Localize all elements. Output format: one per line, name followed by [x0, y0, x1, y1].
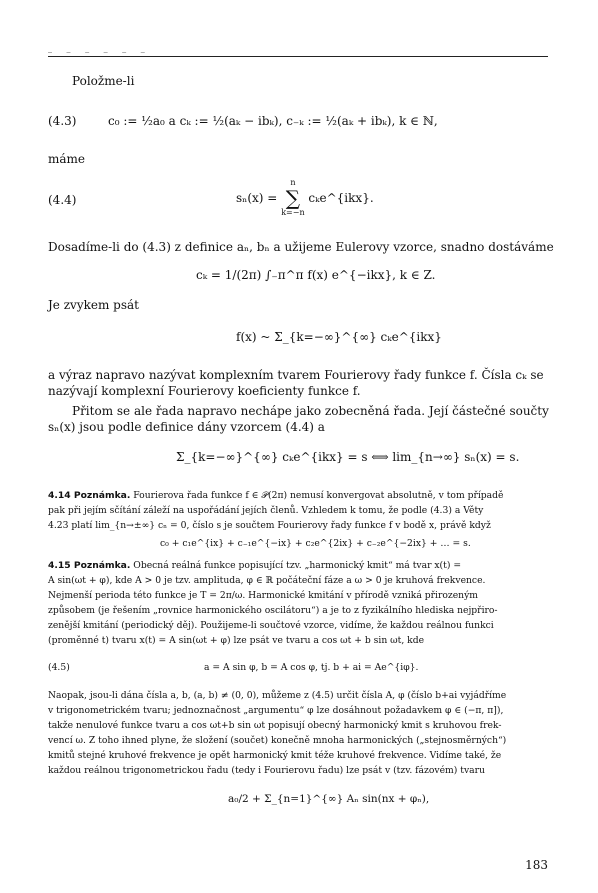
remark-4-14 — [48, 488, 503, 503]
para-dosadime: Dosadíme-li do (4.3) z definice aₙ, bₙ a užijeme Eulerovy vzorce, snadno dostáváme — [48, 240, 554, 254]
remark-4-14-line: Fourierova řada funkce f ∈ 𝒫(2π) nemusí konvergovat absolutně, v tom případě — [133, 490, 504, 501]
remark-4-15-head: 4.15 Poznámka. — [48, 560, 131, 571]
para-pritom-2: sₙ(x) jsou podle definice dány vzorcem (4.4) a — [48, 420, 325, 434]
eq-lim: Σ_{k=−∞}^{∞} cₖe^{ikx} = s ⟺ lim_{n→∞} sₙ(x) = s. — [176, 450, 520, 464]
remark-4-15-line: způsobem (je řešením „rovnice harmonického oscilátoru“) a je to z fyzikálního hlediska nejpřiro- — [48, 605, 498, 616]
eq-4-4-sum — [281, 178, 304, 218]
sigma-icon: ∑ — [285, 186, 301, 210]
header-rule — [48, 56, 548, 57]
para-vyraz-2: nazývají komplexní Fourierovy koeficienty funkce f. — [48, 384, 361, 398]
remark-4-15-line: Naopak, jsou-li dána čísla a, b, (a, b) ≠ (0, 0), můžeme z (4.5) určit čísla A, φ (číslo b+ai vyjádříme — [48, 690, 507, 701]
eq-4-5-label: (4.5) — [48, 662, 70, 673]
running-head: _ _ _ _ _ _ — [48, 44, 151, 53]
remark-4-14-line: pak při jejím sčítání záleží na uspořádání jejích členů. Vzhledem k tomu, že podle (4.3) a Věty — [48, 505, 484, 516]
eq-4-4-sum-bot: k=−n — [281, 208, 305, 217]
para-mame: máme — [48, 152, 86, 166]
remark-4-15-line: Nejmenší perioda této funkce je T = 2π/ω. Harmonické kmitání v přírodě vzniká přirozeným — [48, 590, 478, 601]
remark-4-15-line: v trigonometrickém tvaru; jednoznačnost „argumentu“ φ lze dosáhnout požadavkem φ ∈ (−π, π]), — [48, 705, 504, 716]
remark-4-15-line: A sin(ωt + φ), kde A > 0 je tzv. amplituda, φ ∈ ℝ počáteční fáze a ω > 0 je kruhová frekvence. — [48, 575, 486, 586]
remark-4-15-line: (proměnné t) tvaru x(t) = A sin(ωt + φ) lze psát ve tvaru a cos ωt + b sin ωt, kde — [48, 635, 425, 646]
remark-4-15 — [48, 558, 461, 573]
remark-4-15-line: kmitů stejné kruhové frekvence je opět harmonický kmit téže kruhové frekvence. Vidíme také, že — [48, 750, 502, 761]
para-vyraz-1: a výraz napravo nazývat komplexním tvarem Fourierovy řady funkce f. Čísla cₖ se — [48, 368, 544, 382]
eq-4-4-lhs: sₙ(x) = — [236, 191, 278, 205]
remark-4-15-line: zenější kmitání (periodický děj). Použijeme-li součtové vzorce, vidíme, že každou reálnou funkci — [48, 620, 494, 631]
eq-4-3-label: (4.3) — [48, 114, 77, 128]
eq-fx: f(x) ~ Σ_{k=−∞}^{∞} cₖe^{ikx} — [236, 330, 442, 344]
remark-4-15-line: Obecná reálná funkce popisující tzv. „harmonický kmit“ má tvar x(t) = — [133, 560, 462, 571]
para-zvykem: Je zvykem psát — [48, 298, 139, 312]
eq-4-4 — [236, 178, 374, 218]
eq-4-4-label: (4.4) — [48, 193, 77, 207]
page-number: 183 — [525, 858, 548, 872]
eq-4-4-sum-top: n — [290, 178, 296, 187]
final-eq: a₀/2 + Σ_{n=1}^{∞} Aₙ sin(nx + φₙ), — [228, 793, 430, 805]
eq-ck: cₖ = 1/(2π) ∫₋π^π f(x) e^{−ikx}, k ∈ Z. — [196, 268, 436, 282]
remark-4-15-line: takže nenulové funkce tvaru a cos ωt+b sin ωt popisují obecný harmonický kmit s kruhovou frek- — [48, 720, 502, 731]
remark-4-14-head: 4.14 Poznámka. — [48, 490, 131, 501]
remark-4-14-eq: c₀ + c₁e^{ix} + c₋₁e^{−ix} + c₂e^{2ix} + c₋₂e^{−2ix} + … = s. — [160, 538, 471, 549]
eq-4-3: c₀ := ½a₀ a cₖ := ½(aₖ − ibₖ), c₋ₖ := ½(aₖ + ibₖ), k ∈ ℕ, — [108, 114, 438, 128]
remark-4-15-line: vencí ω. Z toho ihned plyne, že složení (součet) konečně mnoha harmonických („stejnosměrných“) — [48, 735, 507, 746]
remark-4-14-line: 4.23 platí lim_{n→±∞} cₙ = 0, číslo s je součtem Fourierovy řady funkce f v bodě x, právě když — [48, 520, 491, 531]
eq-4-4-rhs: cₖe^{ikx}. — [308, 191, 374, 205]
para-pritom-1: Přitom se ale řada napravo nechápe jako zobecněná řada. Její částečné součty — [72, 404, 549, 418]
remark-4-15-line: každou reálnou trigonometrickou řadu (tedy i Fourierovu řadu) lze psát v (tzv. fázovém) tvaru — [48, 765, 485, 776]
para-intro: Položme-li — [72, 74, 135, 88]
eq-4-5: a = A sin φ, b = A cos φ, tj. b + ai = Ae^{iφ}. — [204, 662, 419, 673]
